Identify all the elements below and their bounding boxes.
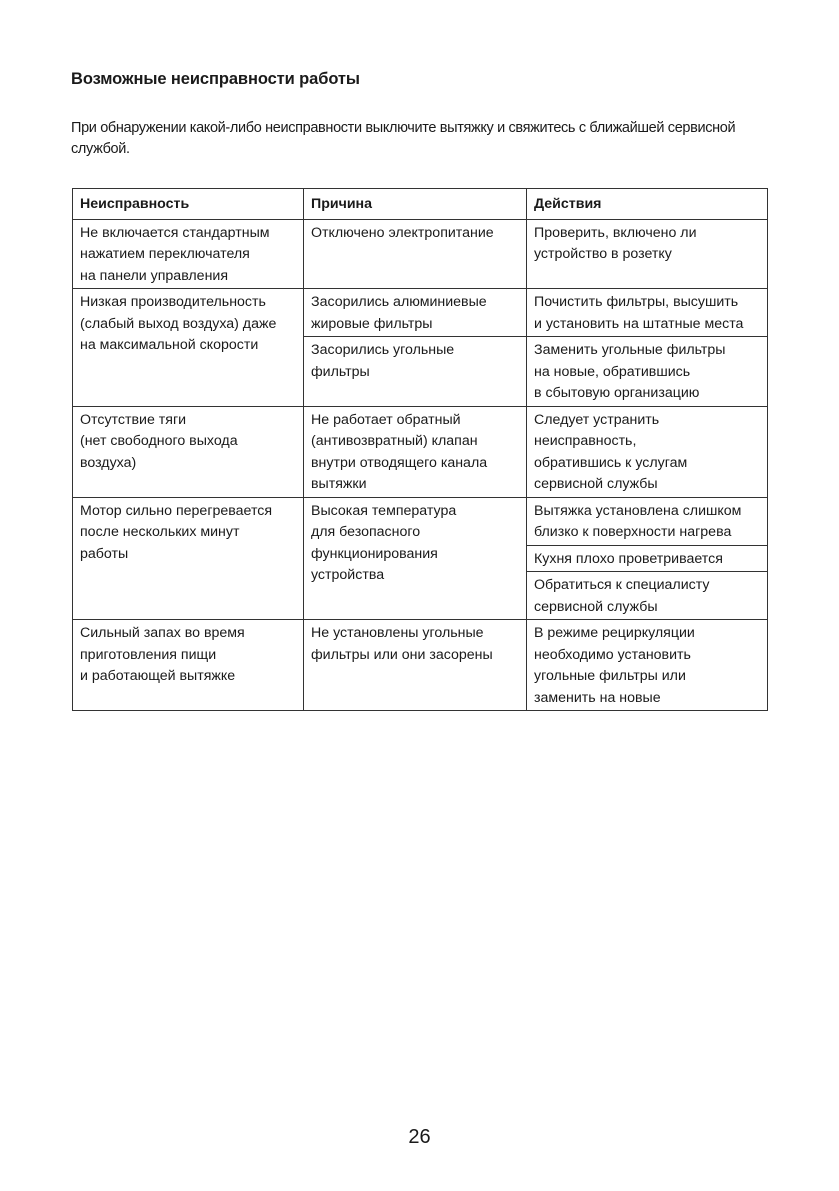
troubleshooting-table bbox=[72, 188, 768, 711]
action-cell: В режиме рециркуляции необходимо установить угольные фильтры или заменить на новые bbox=[527, 620, 768, 711]
page-title: Возможные неисправности работы bbox=[71, 70, 360, 88]
table-header-row bbox=[73, 189, 768, 220]
table-row bbox=[73, 406, 768, 497]
action-cell: Проверить, включено ли устройство в розетку bbox=[527, 219, 768, 289]
table-row bbox=[73, 289, 768, 337]
intro-paragraph: При обнаружении какой-либо неисправности выключите вытяжку и свяжитесь с ближайшей сервисной службой. bbox=[71, 120, 736, 157]
action-cell: Обратиться к специалисту сервисной службы bbox=[527, 572, 768, 620]
cause-cell: Засорились угольные фильтры bbox=[304, 337, 527, 407]
table-row bbox=[73, 497, 768, 545]
problem-cell: Низкая производительность (слабый выход воздуха) даже на максимальной скорости bbox=[73, 289, 304, 407]
cause-cell: Высокая температура для безопасного функционирования устройства bbox=[304, 497, 527, 620]
header-problem: Неисправность bbox=[73, 189, 304, 220]
cause-cell: Засорились алюминиевые жировые фильтры bbox=[304, 289, 527, 337]
action-cell: Следует устранить неисправность, обратившись к услугам сервисной службы bbox=[527, 406, 768, 497]
cause-cell: Отключено электропитание bbox=[304, 219, 527, 289]
action-cell: Заменить угольные фильтры на новые, обратившись в сбытовую организацию bbox=[527, 337, 768, 407]
table-row bbox=[73, 620, 768, 711]
action-cell: Кухня плохо проветривается bbox=[527, 545, 768, 572]
table-row bbox=[73, 219, 768, 289]
cause-cell: Не работает обратный (антивозвратный) клапан внутри отводящего канала вытяжки bbox=[304, 406, 527, 497]
action-cell: Вытяжка установлена слишком близко к поверхности нагрева bbox=[527, 497, 768, 545]
page-number: 26 bbox=[408, 1126, 431, 1148]
problem-cell: Отсутствие тяги (нет свободного выхода воздуха) bbox=[73, 406, 304, 497]
problem-cell: Не включается стандартным нажатием переключателя на панели управления bbox=[73, 219, 304, 289]
action-cell: Почистить фильтры, высушить и установить на штатные места bbox=[527, 289, 768, 337]
header-action: Действия bbox=[527, 189, 768, 220]
header-cause: Причина bbox=[304, 189, 527, 220]
problem-cell: Мотор сильно перегревается после нескольких минут работы bbox=[73, 497, 304, 620]
problem-cell: Сильный запах во время приготовления пищи и работающей вытяжке bbox=[73, 620, 304, 711]
cause-cell: Не установлены угольные фильтры или они засорены bbox=[304, 620, 527, 711]
